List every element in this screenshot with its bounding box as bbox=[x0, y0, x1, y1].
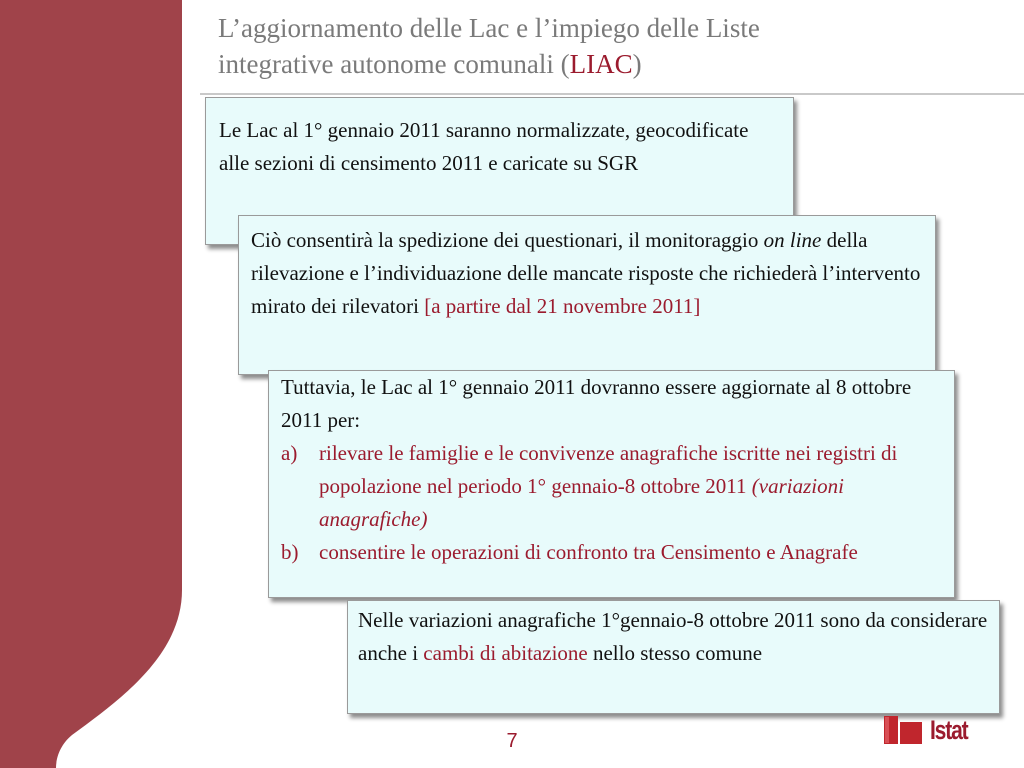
list-text-b: consentire le operazioni di confronto tra Censimento e Anagrafe bbox=[319, 540, 858, 564]
title-divider bbox=[200, 93, 1024, 95]
box2-italic: on line bbox=[763, 228, 822, 252]
list-body-a bbox=[319, 437, 946, 536]
title-line-2-suffix: ) bbox=[632, 49, 642, 79]
list-marker-a: a) bbox=[281, 441, 298, 465]
box4-highlight: cambi di abitazione bbox=[423, 641, 588, 665]
box3-intro: Tuttavia, le Lac al 1° gennaio 2011 dovranno essere aggiornate al 8 ottobre 2011 per: bbox=[281, 375, 912, 432]
box4-part1: Nelle variazioni anagrafiche 1°gennaio-8 ottobre 2011 sono da considerare anche i bbox=[358, 608, 988, 665]
page-number: 7 bbox=[506, 730, 518, 752]
title-line-2-prefix: integrative autonome comunali ( bbox=[218, 49, 570, 79]
list-item-b bbox=[281, 536, 946, 569]
title-line-2 bbox=[218, 46, 1008, 82]
title-line-1: L’aggiornamento delle Lac e l’impiego delle Liste bbox=[218, 13, 760, 43]
slide-title bbox=[218, 10, 1008, 82]
box2-part1: Ciò consentirà la spedizione dei questionari, il monitoraggio bbox=[251, 228, 764, 252]
decorative-sidebar bbox=[0, 0, 200, 768]
list-marker-b: b) bbox=[281, 540, 299, 564]
list-text-a: rilevare le famiglie e le convivenze anagrafiche iscritte nei registri di popolazione nel periodo 1° gennaio-8 ottobre 2011 bbox=[319, 441, 898, 498]
title-accent-liac: LIAC bbox=[569, 49, 633, 79]
list-item-a bbox=[281, 437, 946, 536]
box1-text: Le Lac al 1° gennaio 2011 saranno normalizzate, geocodificate alle sezioni di censimento 2011 e caricate su SGR bbox=[219, 118, 749, 175]
text-box-update bbox=[268, 370, 955, 598]
box2-part2: della rilevazione e l’individuazione delle mancate risposte che richiederà l’intervento mirato dei rilevatori bbox=[251, 228, 921, 318]
box2-date-note: [a partire dal 21 novembre 2011] bbox=[424, 294, 701, 318]
box4-part2: nello stesso comune bbox=[587, 641, 763, 665]
list-italic-a: (variazioni anagrafiche) bbox=[319, 474, 844, 531]
istat-logo-text: Istat bbox=[930, 715, 968, 745]
text-box-variations bbox=[347, 600, 1000, 714]
text-box-questionnaire bbox=[238, 215, 936, 375]
